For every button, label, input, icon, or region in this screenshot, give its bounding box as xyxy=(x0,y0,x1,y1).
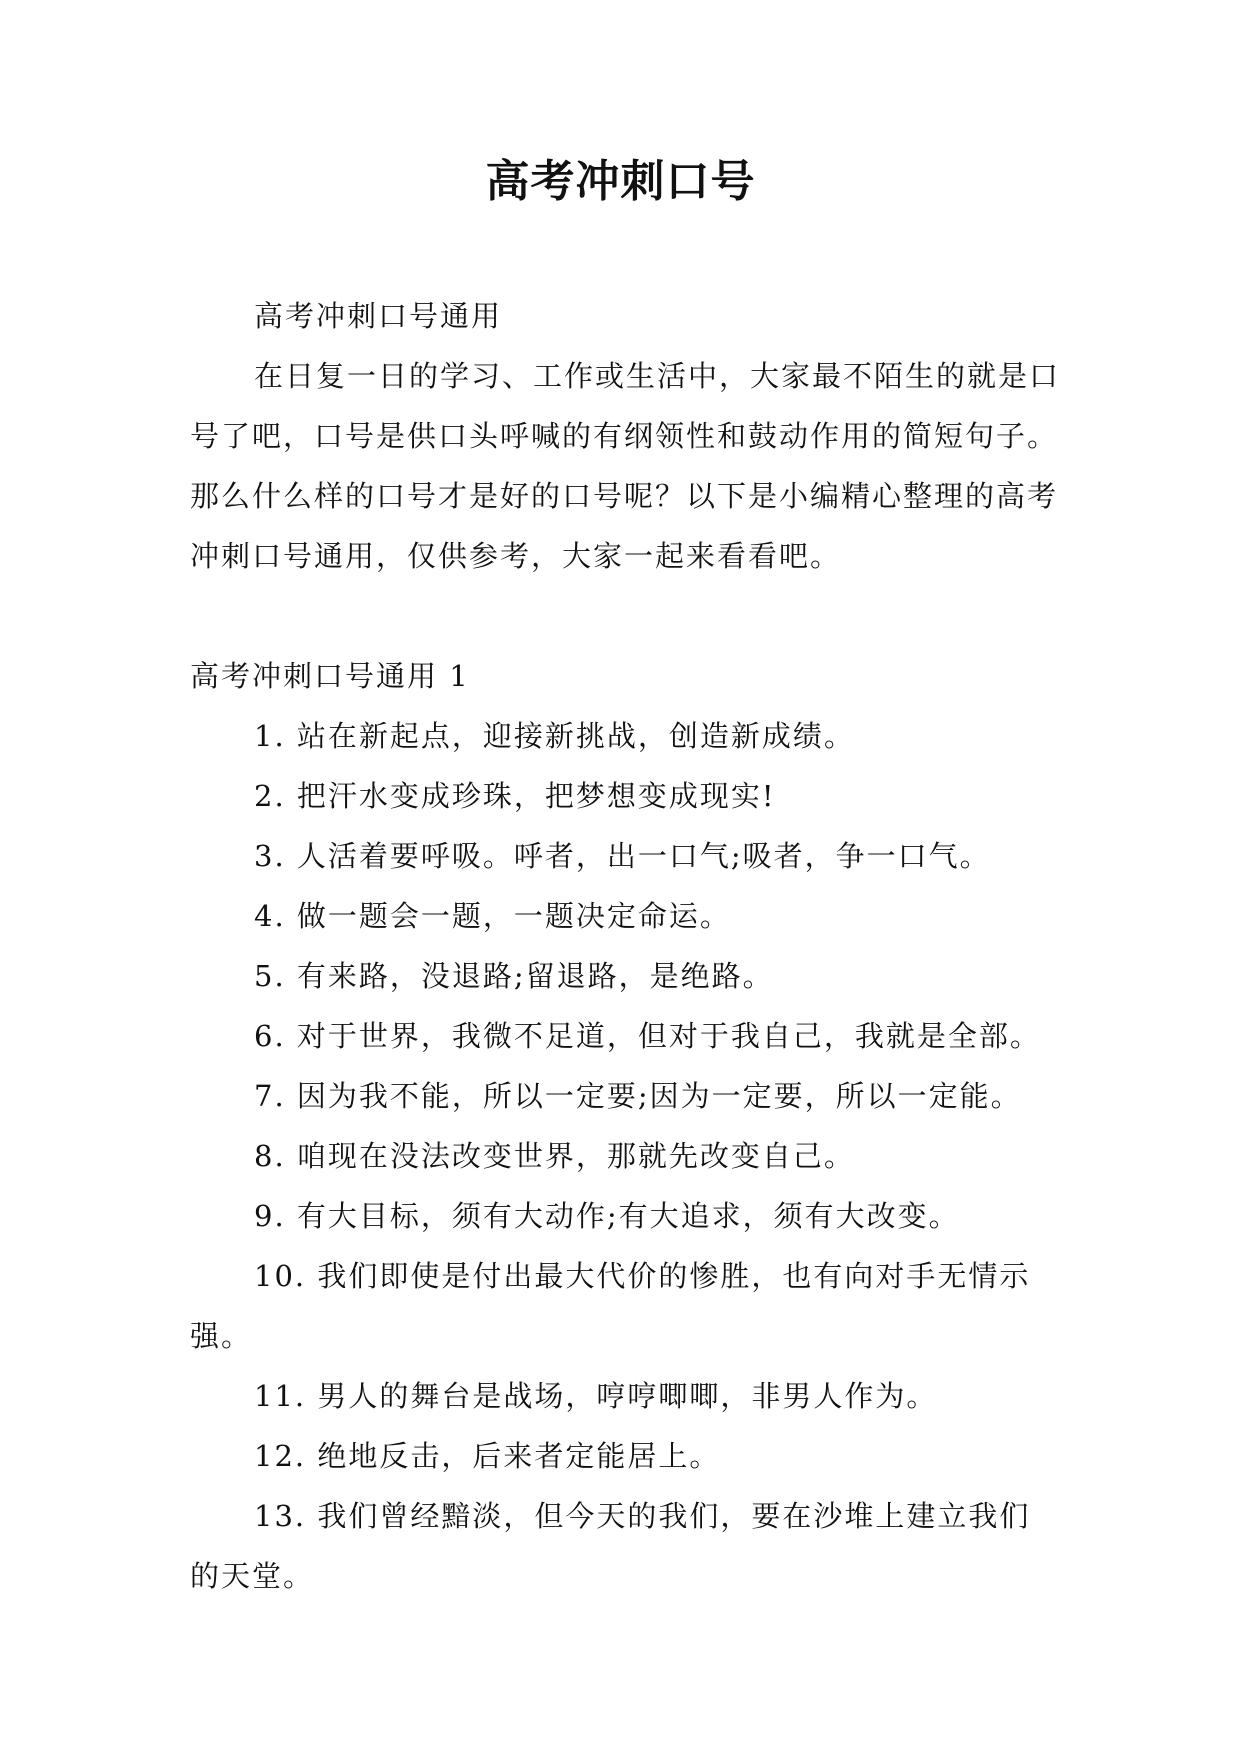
slogan-item-11: 11. 男人的舞台是战场，哼哼唧唧，非男人作为。 xyxy=(254,1379,938,1413)
slogan-item-7: 7. 因为我不能，所以一定要;因为一定要，所以一定能。 xyxy=(254,1079,1022,1113)
slogan-item-2: 2. 把汗水变成珍珠，把梦想变成现实! xyxy=(254,779,776,813)
slogan-item-4: 4. 做一题会一题，一题决定命运。 xyxy=(254,899,731,933)
slogan-item-1: 1. 站在新起点，迎接新挑战，创造新成绩。 xyxy=(254,719,855,753)
document-title: 高考冲刺口号 xyxy=(485,156,756,207)
slogan-item-5: 5. 有来路，没退路;留退路，是绝路。 xyxy=(254,959,774,993)
document-body xyxy=(190,286,1060,1606)
slogan-item-6: 6. 对于世界，我微不足道，但对于我自己，我就是全部。 xyxy=(254,1019,1041,1053)
subtitle: 高考冲刺口号通用 xyxy=(254,299,503,333)
slogan-item-12: 12. 绝地反击，后来者定能居上。 xyxy=(254,1439,721,1473)
slogan-item-13: 13. 我们曾经黯淡，但今天的我们，要在沙堆上建立我们的天堂。 xyxy=(190,1499,1031,1593)
slogan-item-9: 9. 有大目标，须有大动作;有大追求，须有大改变。 xyxy=(254,1199,960,1233)
slogan-item-3: 3. 人活着要呼吸。呼者，出一口气;吸者，争一口气。 xyxy=(254,839,991,873)
intro-paragraph: 在日复一日的学习、工作或生活中，大家最不陌生的就是口号了吧，口号是供口头呼喊的有纲领性和鼓动作用的简短句子。那么什么样的口号才是好的口号呢？以下是小编精心整理的高考冲刺口号通用，仅供参考，大家一起来看看吧。 xyxy=(190,359,1061,573)
section-heading: 高考冲刺口号通用 1 xyxy=(190,659,470,693)
paragraph-spacer xyxy=(190,586,1060,646)
slogan-item-10: 10. 我们即使是付出最大代价的惨胜，也有向对手无情示强。 xyxy=(190,1259,1031,1353)
slogan-item-8: 8. 咱现在没法改变世界，那就先改变自己。 xyxy=(254,1139,855,1173)
